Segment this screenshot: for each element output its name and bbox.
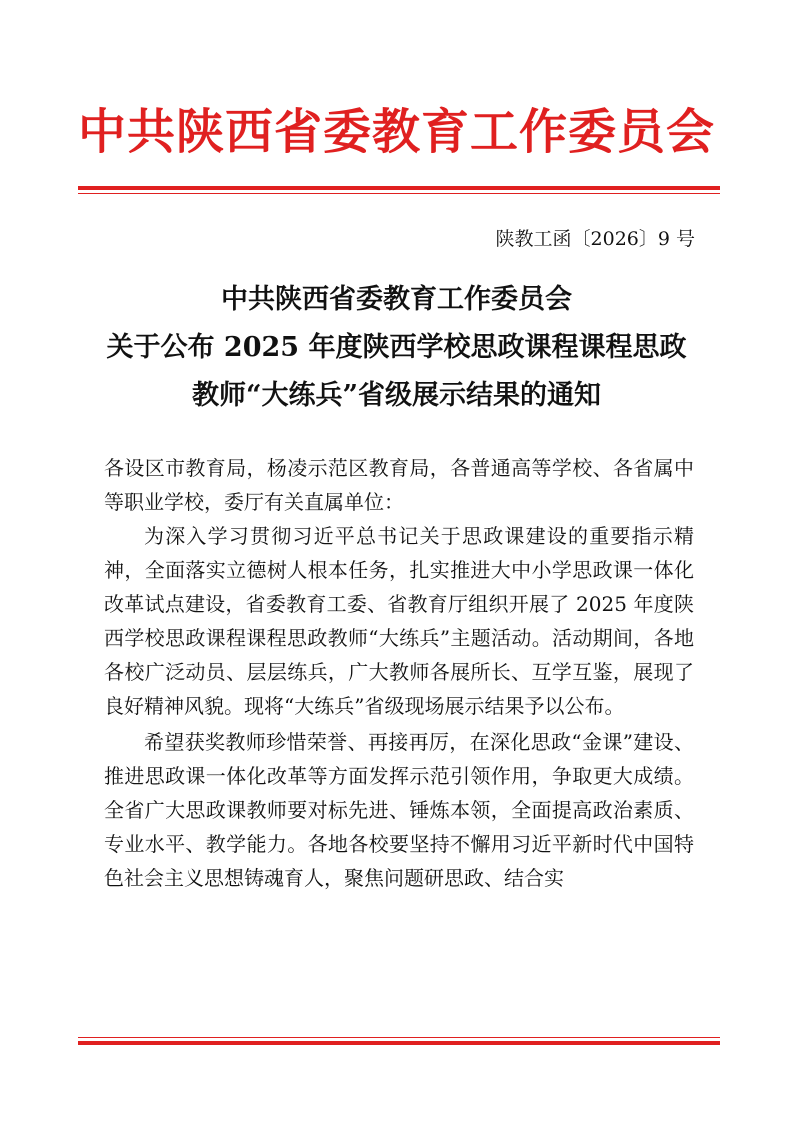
paragraph-2: 希望获奖教师珍惜荣誉、再接再厉，在深化思政“金课”建设、推进思政课一体化改革等方面发挥示范引领作用，争取更大成绩。全省广大思政课教师要对标先进、锤炼本领，全面提高政治素质、专业水平、教学能力。各地各校要坚持不懈用习近平新时代中国特色社会主义思想铸魂育人，聚焦问题研思政、结合实	[104, 730, 694, 890]
footer-divider-thin	[78, 1037, 720, 1038]
header-divider-thin	[78, 193, 720, 194]
document-number: 陕教工函〔2026〕9 号	[495, 228, 695, 250]
document-title-line-1: 中共陕西省委教育工作委员会	[221, 284, 572, 315]
footer-divider-thick	[78, 1041, 720, 1045]
addressee: 各设区市教育局，杨凌示范区教育局，各普通高等学校、各省属中等职业学校，委厅有关直属单位：	[104, 456, 694, 514]
document-title-line-3: 教师“大练兵”省级展示结果的通知	[191, 380, 602, 411]
header-divider-thick	[78, 186, 720, 190]
document-title-line-2: 关于公布 2025 年度陕西学校思政课程课程思政	[106, 332, 687, 363]
paragraph-1: 为深入学习贯彻习近平总书记关于思政课建设的重要指示精神，全面落实立德树人根本任务，扎实推进大中小学思政课一体化改革试点建设，省委教育工委、省教育厅组织开展了 2025 年度陕西学校思政课程课程思政教师“大练兵”主题活动。活动期间，各地各校广泛动员、层层练兵，广大教师各展所长、互学互鉴，展现了良好精神风貌。现将“大练兵”省级现场展示结果予以公布。	[104, 524, 694, 718]
organization-header: 中共陕西省委教育工作委员会	[77, 104, 715, 160]
document-body	[104, 451, 694, 895]
